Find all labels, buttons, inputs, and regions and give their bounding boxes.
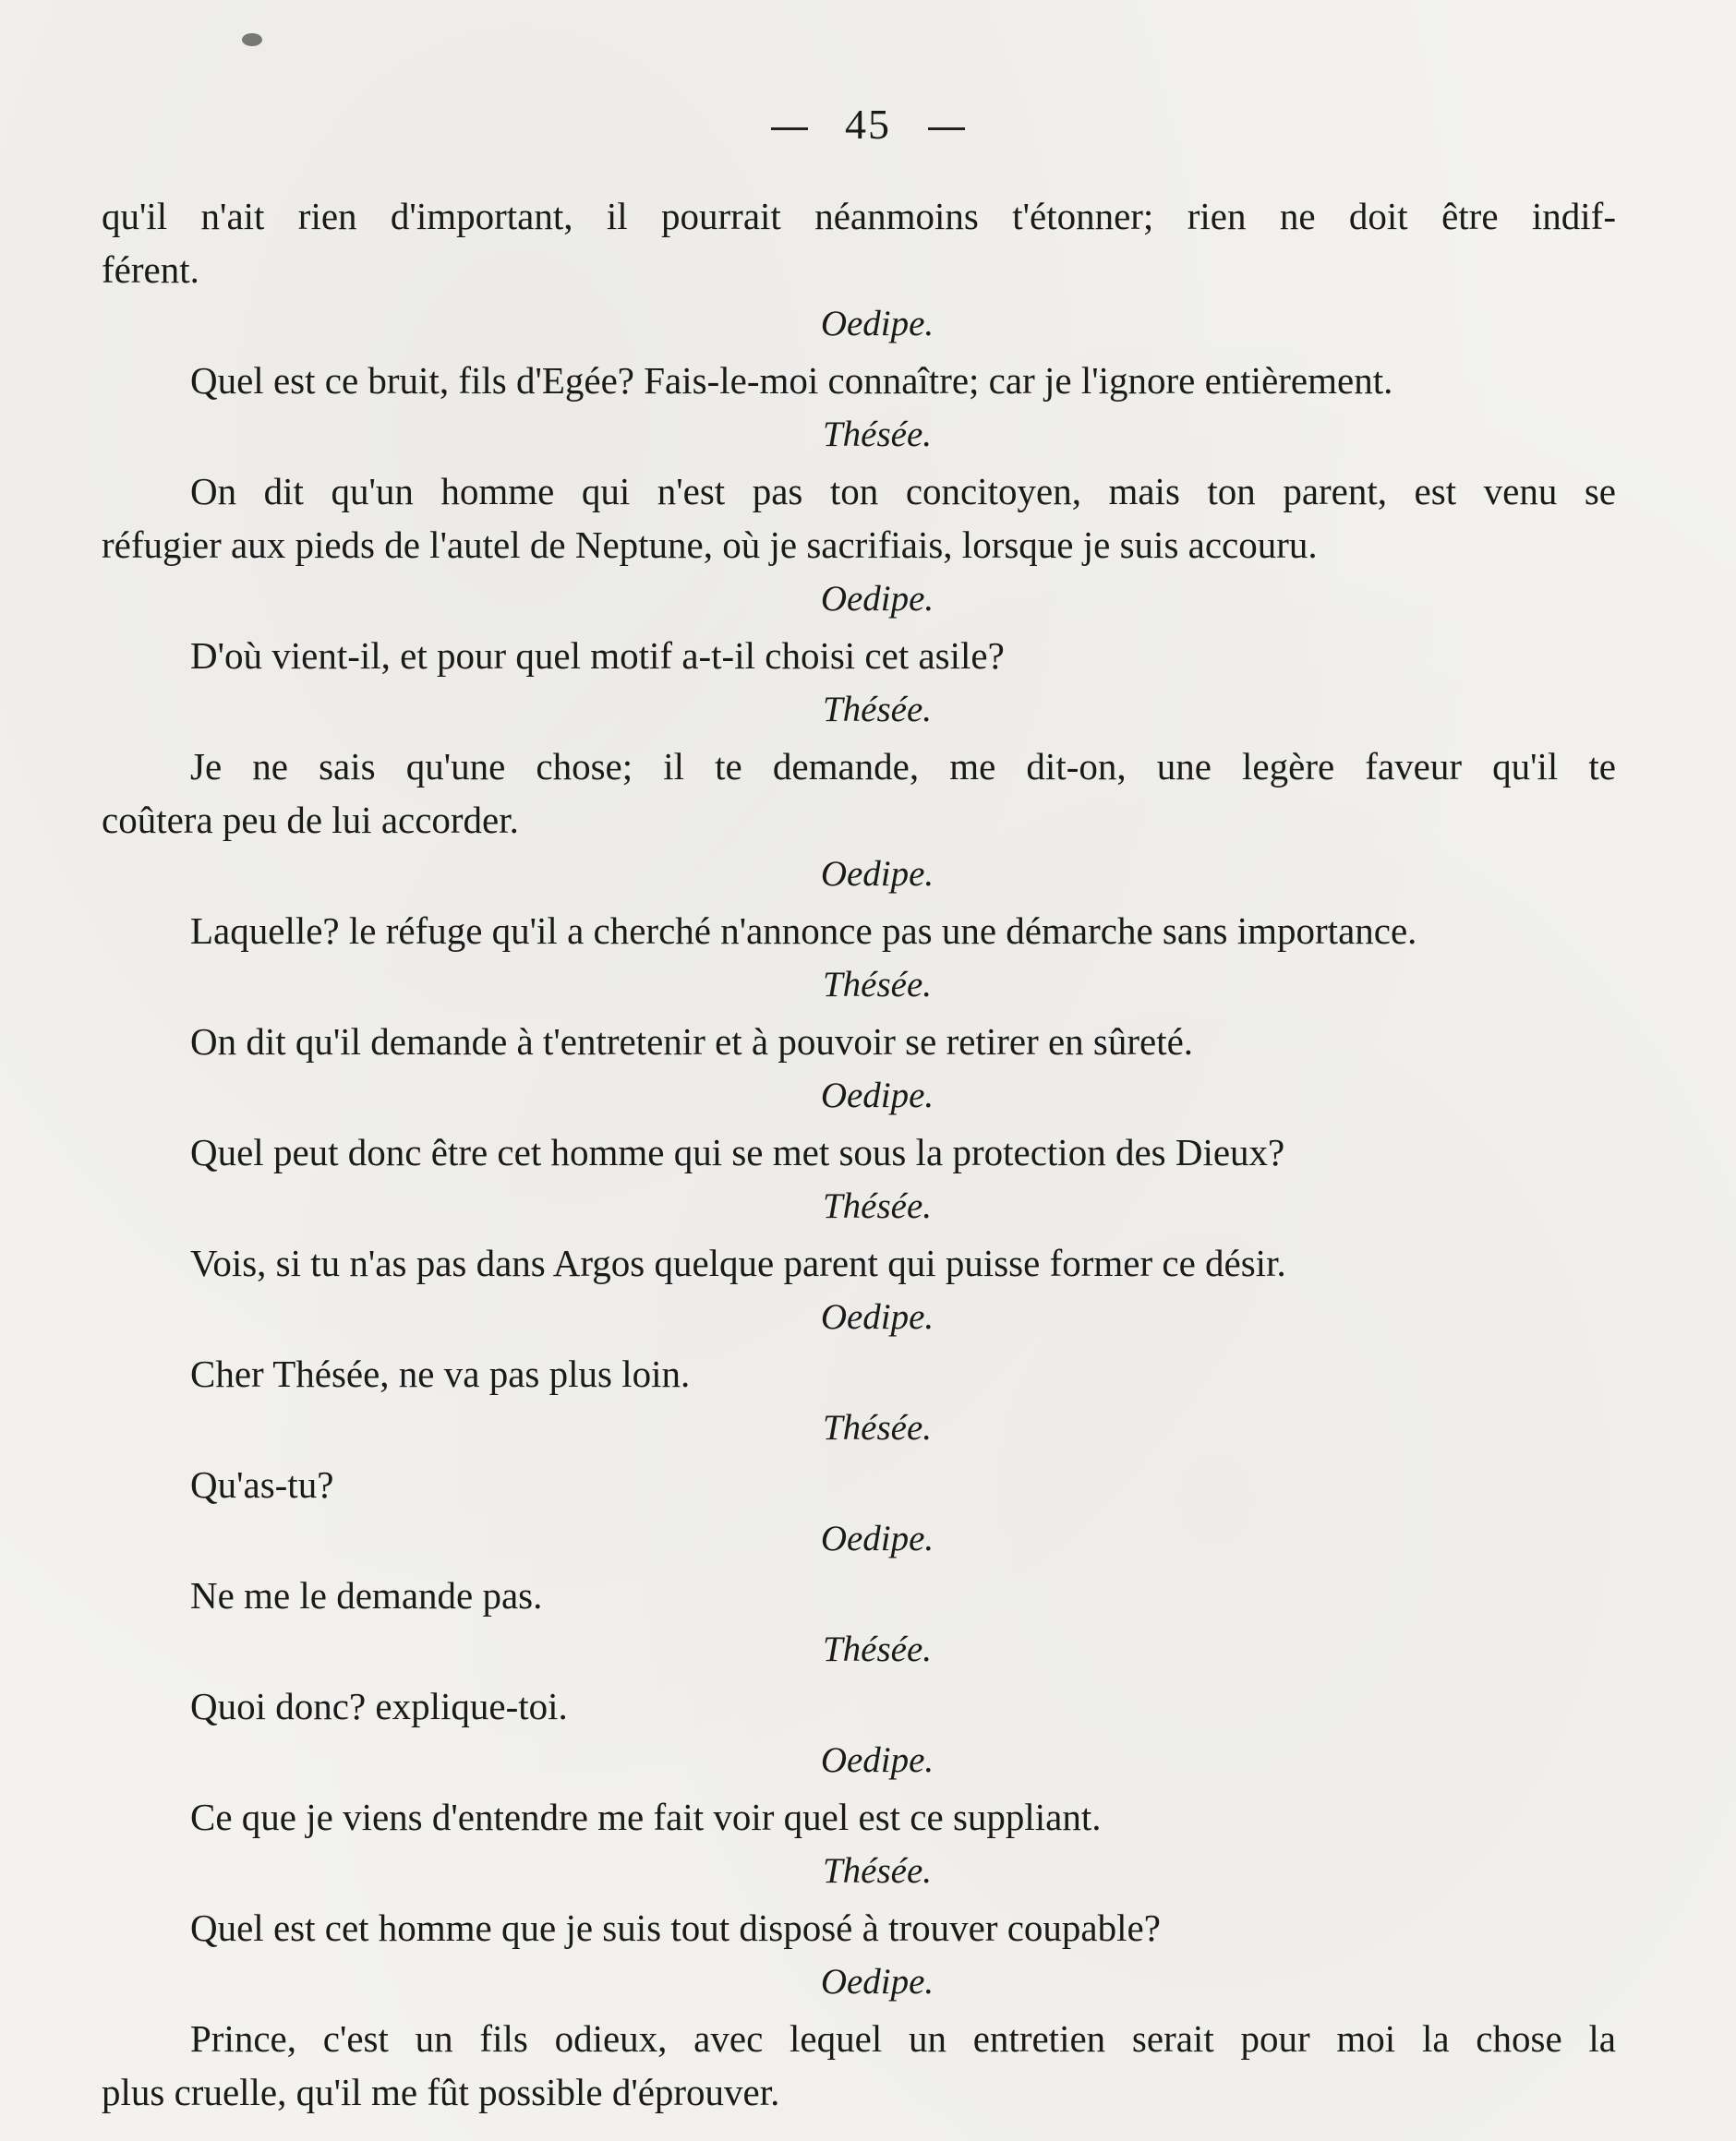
speaker-name: Thésée.	[822, 1408, 933, 1448]
speaker-name: Thésée.	[822, 1186, 933, 1226]
text-line: Qu'as-tu?	[190, 1463, 334, 1506]
text-line: Quel est cet homme que je suis tout disposé à trouver coupable?	[190, 1906, 1161, 1949]
text-line: Laquelle? le réfuge qu'il a cherché n'annonce pas une démarche sans importance.	[190, 909, 1417, 952]
text-line: D'où vient-il, et pour quel motif a-t-il choisi cet asile?	[190, 634, 1005, 677]
speaker-name: Oedipe.	[820, 1962, 934, 2002]
text-line: Ne me le demande pas.	[190, 1574, 543, 1617]
text-line: On dit qu'un homme qui n'est pas ton concitoyen, mais ton parent, est venu se	[190, 470, 1616, 512]
text-line: qu'il n'ait rien d'important, il pourrait néanmoins t'étonner; rien ne doit être indif-	[102, 195, 1616, 237]
text-line: Quel peut donc être cet homme qui se met sous la protection des Dieux?	[190, 1131, 1285, 1173]
header-dash-left	[771, 127, 808, 130]
text-line: Prince, c'est un fils odieux, avec lequel un entretien serait pour moi la chose la	[190, 2017, 1616, 2060]
text-line: On dit qu'il demande à t'entretenir et à pouvoir se retirer en sûreté.	[190, 1020, 1194, 1063]
speaker-name: Thésée.	[822, 1851, 933, 1891]
speaker-name: Oedipe.	[820, 1076, 934, 1115]
page-header	[0, 100, 1736, 149]
page-number: 45	[845, 101, 891, 148]
speaker-name: Oedipe.	[820, 579, 934, 619]
speaker-name: Thésée.	[822, 965, 933, 1004]
text-line: coûtera peu de lui accorder.	[102, 799, 519, 841]
speaker-name: Oedipe.	[820, 854, 934, 894]
speaker-name: Thésée.	[822, 1630, 933, 1669]
speaker-name: Oedipe.	[820, 304, 934, 343]
text-line: Quel est ce bruit, fils d'Egée? Fais-le-moi connaître; car je l'ignore entièrement.	[190, 359, 1393, 402]
text-line: férent.	[102, 248, 199, 291]
speaker-name: Oedipe.	[820, 1740, 934, 1780]
speaker-name: Oedipe.	[820, 1297, 934, 1337]
text-line: Ce que je viens d'entendre me fait voir quel est ce suppliant.	[190, 1796, 1102, 1838]
header-dash-right	[928, 127, 965, 130]
speaker-name: Oedipe.	[820, 1519, 934, 1558]
ink-smudge	[242, 33, 262, 46]
text-line: plus cruelle, qu'il me fût possible d'éprouver.	[102, 2071, 780, 2113]
speaker-name: Thésée.	[822, 690, 933, 729]
text-line: Cher Thésée, ne va pas plus loin.	[190, 1353, 691, 1395]
page-body	[102, 189, 1616, 2119]
text-line: réfugier aux pieds de l'autel de Neptune, où je sacrifiais, lorsque je suis accouru.	[102, 523, 1318, 566]
text-line: Je ne sais qu'une chose; il te demande, me dit-on, une legère faveur qu'il te	[190, 745, 1616, 788]
text-line: Vois, si tu n'as pas dans Argos quelque parent qui puisse former ce désir.	[190, 1242, 1286, 1284]
speaker-name: Thésée.	[822, 415, 933, 454]
text-line: Quoi donc? explique-toi.	[190, 1685, 568, 1727]
